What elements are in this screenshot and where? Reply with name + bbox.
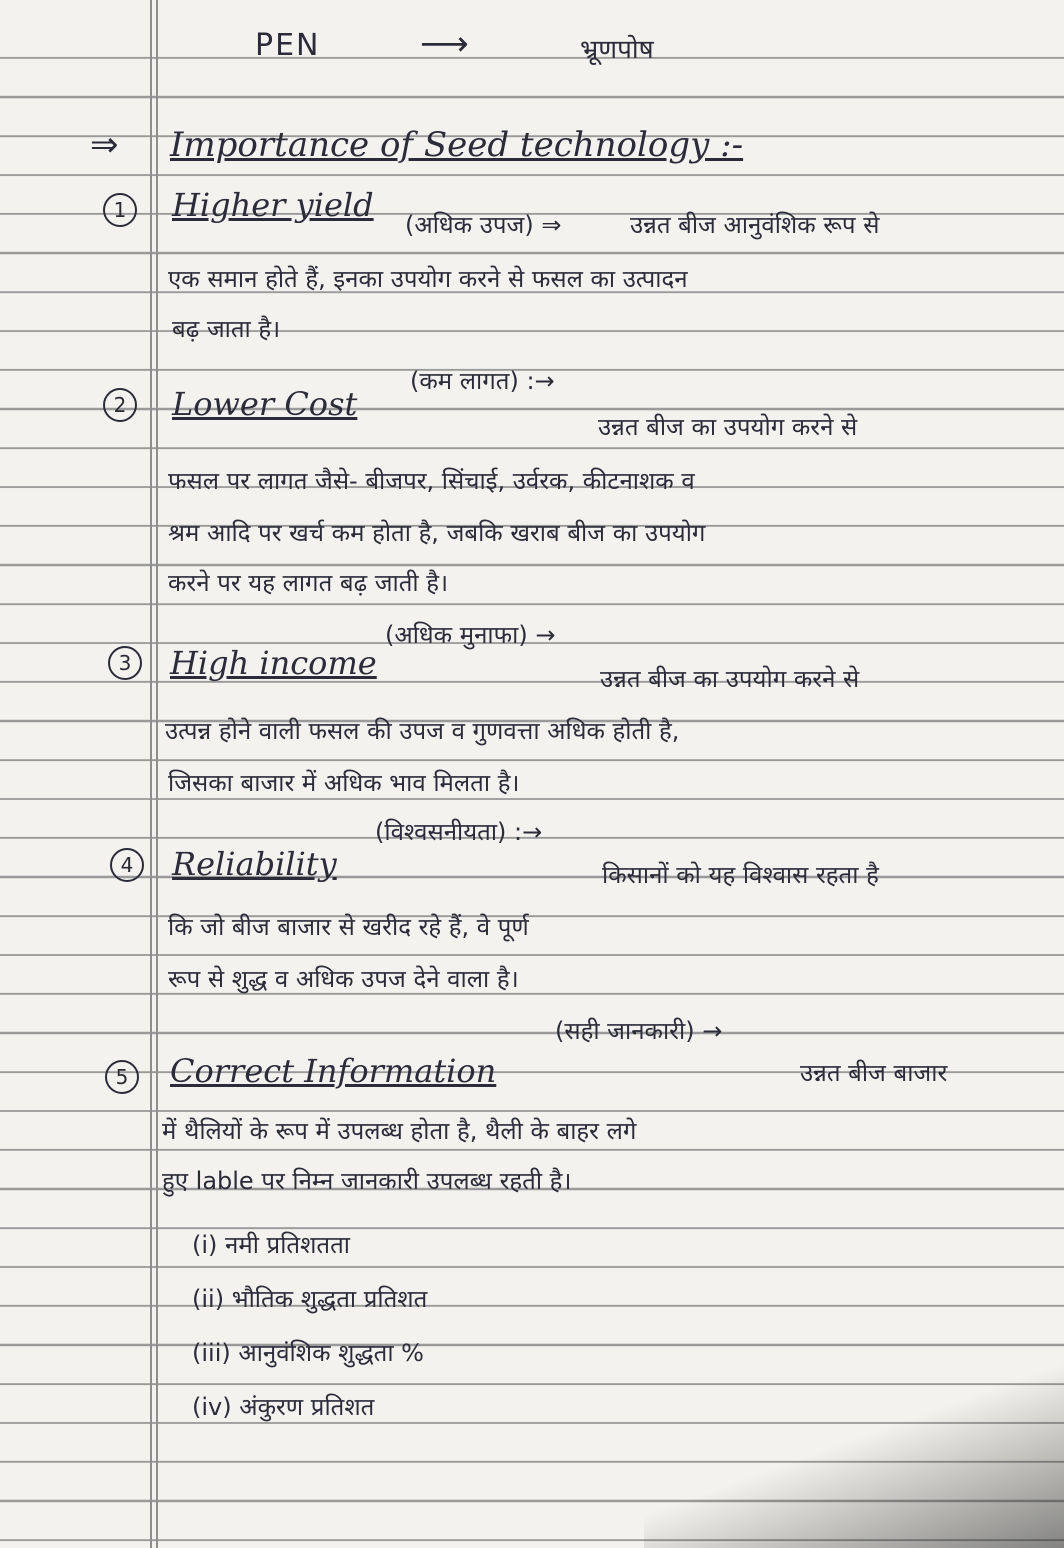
top-arrow: ⟶: [420, 24, 469, 64]
list-item-2: (ii) भौतिक शुद्धता प्रतिशत: [192, 1285, 428, 1313]
section-line-5-1: उन्नत बीज बाजार: [800, 1059, 948, 1087]
section-line-2-2: फसल पर लागत जैसे- बीजपर, सिंचाई, उर्वरक, कीटनाशक व: [168, 467, 695, 495]
page-shadow: [644, 1288, 1064, 1548]
section-paren-5: (सही जानकारी) →: [555, 1017, 723, 1045]
section-paren-2: (कम लागत) :→: [410, 367, 555, 395]
page-title: Importance of Seed technology :-: [170, 125, 744, 165]
margin-line-left: [150, 0, 152, 1548]
top-word: भ्रूणपोष: [580, 35, 654, 65]
list-item-4: (iv) अंकुरण प्रतिशत: [192, 1393, 375, 1421]
section-line-4-2: कि जो बीज बाजार से खरीद रहे हैं, वे पूर्ण: [168, 913, 529, 941]
section-number-2: 2: [103, 388, 137, 422]
section-heading-3: High income: [170, 644, 377, 682]
section-line-2-1: उन्नत बीज का उपयोग करने से: [598, 413, 858, 441]
section-line-3-1: उन्नत बीज का उपयोग करने से: [600, 665, 860, 693]
section-number-1: 1: [103, 193, 137, 227]
section-line-5-3: हुए lable पर निम्न जानकारी उपलब्ध रहती है।: [162, 1167, 572, 1195]
section-number-4: 4: [110, 848, 144, 882]
section-number-5: 5: [105, 1060, 139, 1094]
top-pen-label: PEN: [255, 28, 321, 63]
title-arrow: ⇒: [90, 125, 119, 165]
section-paren-4: (विश्वसनीयता) :→: [375, 818, 543, 846]
section-line-2-3: श्रम आदि पर खर्च कम होता है, जबकि खराब बीज का उपयोग: [168, 519, 706, 547]
section-heading-1: Higher yield: [172, 186, 374, 224]
section-heading-4: Reliability: [172, 845, 337, 883]
section-line-4-1: किसानों को यह विश्वास रहता है: [602, 861, 879, 889]
section-paren-3: (अधिक मुनाफा) →: [385, 621, 556, 649]
section-line-3-2: उत्पन्न होने वाली फसल की उपज व गुणवत्ता अधिक होती है,: [165, 717, 680, 745]
list-item-3: (iii) आनुवंशिक शुद्धता %: [192, 1339, 424, 1367]
section-line-1-3: बढ़ जाता है।: [172, 315, 281, 343]
margin-line-right: [156, 0, 158, 1548]
section-heading-2: Lower Cost: [172, 385, 358, 423]
section-number-3: 3: [108, 646, 142, 680]
section-line-5-2: में थैलियों के रूप में उपलब्ध होता है, थैली के बाहर लगे: [162, 1117, 637, 1145]
section-paren-1: (अधिक उपज) ⇒: [405, 211, 562, 239]
section-line-1-1: उन्नत बीज आनुवंशिक रूप से: [630, 211, 880, 239]
list-item-1: (i) नमी प्रतिशतता: [192, 1231, 350, 1259]
section-heading-5: Correct Information: [170, 1052, 497, 1090]
section-line-3-3: जिसका बाजार में अधिक भाव मिलता है।: [168, 769, 520, 797]
section-line-2-4: करने पर यह लागत बढ़ जाती है।: [168, 569, 449, 597]
section-line-1-2: एक समान होते हैं, इनका उपयोग करने से फसल का उत्पादन: [168, 265, 688, 293]
section-line-4-3: रूप से शुद्ध व अधिक उपज देने वाला है।: [168, 965, 519, 993]
